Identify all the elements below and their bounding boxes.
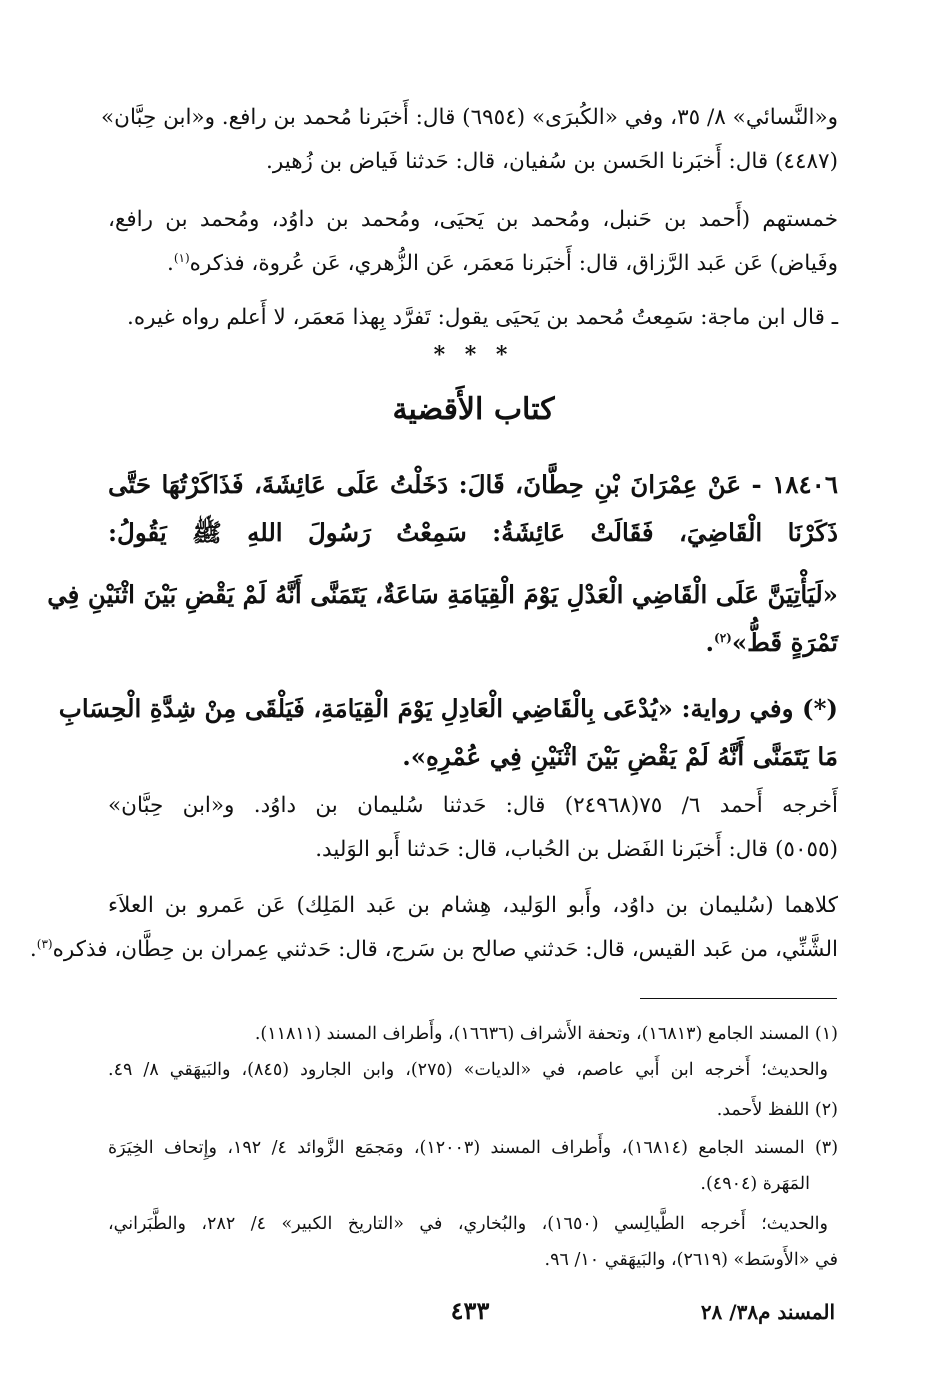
text-line: أَخرجه أَحمد ٦/ ٧٥(٢٤٩٦٨) قال: حَدثنا سُليمان بن داوُد. و«ابن حِبَّان» (108, 793, 839, 818)
footnote-3-hadith-continuation: في «الأَوسَط» (٢٦١٩)، والبَيهَقي ١٠/ ٩٦. (544, 1250, 838, 1270)
footnote-3: (٣) المسند الجامع (١٦٨١٤)، وأَطراف المسند (١٢٠٠٣)، ومَجمَع الزَّوائد ٤/ ١٩٢، وإِتحاف الخِيَرَة (108, 1138, 839, 1158)
text-line: (٥٠٥٥) قال: أَخبَرنا الفَضل بن الحُباب، قال: حَدثنا أَبو الوَليد. (315, 837, 838, 862)
text-run: وفَياض) عَن عَبد الرَّزاق، قال: أَخبَرنا مَعمَر، عَن الزُّهري، عَن عُروة، فذكره (189, 251, 838, 276)
hadith-line: ذَكَرْنَا الْقَاضِيَ، فَقَالَتْ عَائِشَةُ: سَمِعْتُ رَسُولَ اللهِ ﷺ يَقُولُ: (108, 518, 838, 547)
footnote-1: (١) المسند الجامع (١٦٨١٣)، وتحفة الأَشراف (١٦٦٣٦)، وأَطراف المسند (١١٨١١). (254, 1024, 838, 1044)
text-line (29, 928, 838, 972)
footnote-1-continuation: والحديث؛ أَخرجه ابن أَبي عاصم، في «الديات» (٢٧٥)، وابن الجارود (٨٤٥)، والبَيهَقي ٨/ ٤٩. (108, 1060, 828, 1080)
variant-line: (*) وفي رواية: «يُدْعَى بِالْقَاضِي الْعَادِلِ يَوْمَ الْقِيَامَةِ، فَيَلْقَى مِنْ شِدَّةِ الْحِسَابِ (58, 694, 838, 723)
hadith-line: ١٨٤٠٦ - عَنْ عِمْرَانَ بْنِ حِطَّانَ، قَالَ: دَخَلْتُ عَلَى عَائِشَةَ، فَذَاكَرْتُهَا حَتَّى (108, 470, 838, 499)
variant-line: مَا يَتَمَنَّى أَنَّهُ لَمْ يَقْضِ بَيْنَ اثْنَيْنِ فِي عُمْرِهِ». (402, 742, 838, 771)
footnote-3-hadith: والحديث؛ أَخرجه الطَّيالِسي (١٦٥٠)، والبُخاري، في «التاريخ الكبير» ٤/ ٢٨٢، والطَّبَراني، (108, 1214, 828, 1234)
footnote-ref: (١) (173, 250, 190, 265)
hadith-quote-line (108, 620, 838, 666)
volume-reference: المسند م٣٨/ ٢٨ (700, 1300, 835, 1324)
footnote-ref: (٣) (36, 936, 53, 951)
chapter-title: كتاب الأَقضية (392, 392, 555, 427)
punctuation: . (167, 251, 174, 276)
text-line: كلاهما (سُليمان بن داوُد، وأَبو الوَليد، هِشام بن عَبد المَلِك) عَن عَمرو بن العلاَء (108, 893, 838, 918)
text-run: تَمْرَةٍ قَطُّ» (731, 628, 838, 657)
text-line: و«النَّسائي» ٨/ ٣٥، وفي «الكُبرَى» (٦٩٥٤) قال: أَخبَرنا مُحمد بن رافع. و«ابن حِبَّان» (101, 105, 838, 130)
page-number: ٤٣٣ (450, 1296, 490, 1325)
footnote-3-continuation: المَهَرة (٤٩٠٤). (700, 1174, 810, 1194)
text-run: الشَّنِّي، من عَبد القيس، قال: حَدثني صالح بن سَرج، قال: حَدثني عِمران بن حِطَّان، فذكره (52, 937, 838, 962)
text-line: ـ قال ابن ماجة: سَمِعتُ مُحمد بن يَحيَى يقول: تَفرَّد بِهذا مَعمَر، لا أَعلم رواه غيره. (127, 305, 838, 330)
text-line: (٤٤٨٧) قال: أَخبَرنا الحَسن بن سُفيان، قال: حَدثنا فَياض بن زُهير. (266, 149, 838, 174)
footnote-2: (٢) اللفظ لأَحمد. (716, 1100, 838, 1120)
footnote-divider (640, 998, 837, 999)
punctuation: . (29, 937, 37, 962)
hadith-quote-line: «لَيَأْتِيَنَّ عَلَى الْقَاضِي الْعَدْلِ يَوْمَ الْقِيَامَةِ سَاعَةٌ، يَتَمَنَّى أَنَّهُ لَمْ يَقْضِ بَيْنَ اثْنَيْنِ فِي (47, 580, 838, 609)
footnote-ref: (٢) (714, 630, 732, 645)
section-separator: * * * (433, 342, 514, 368)
text-line (108, 242, 838, 286)
text-line: خمستهم (أَحمد بن حَنبل، ومُحمد بن يَحيَى، ومُحمد بن داوُد، ومُحمد بن رافع، (108, 207, 838, 232)
punctuation: . (705, 628, 715, 657)
